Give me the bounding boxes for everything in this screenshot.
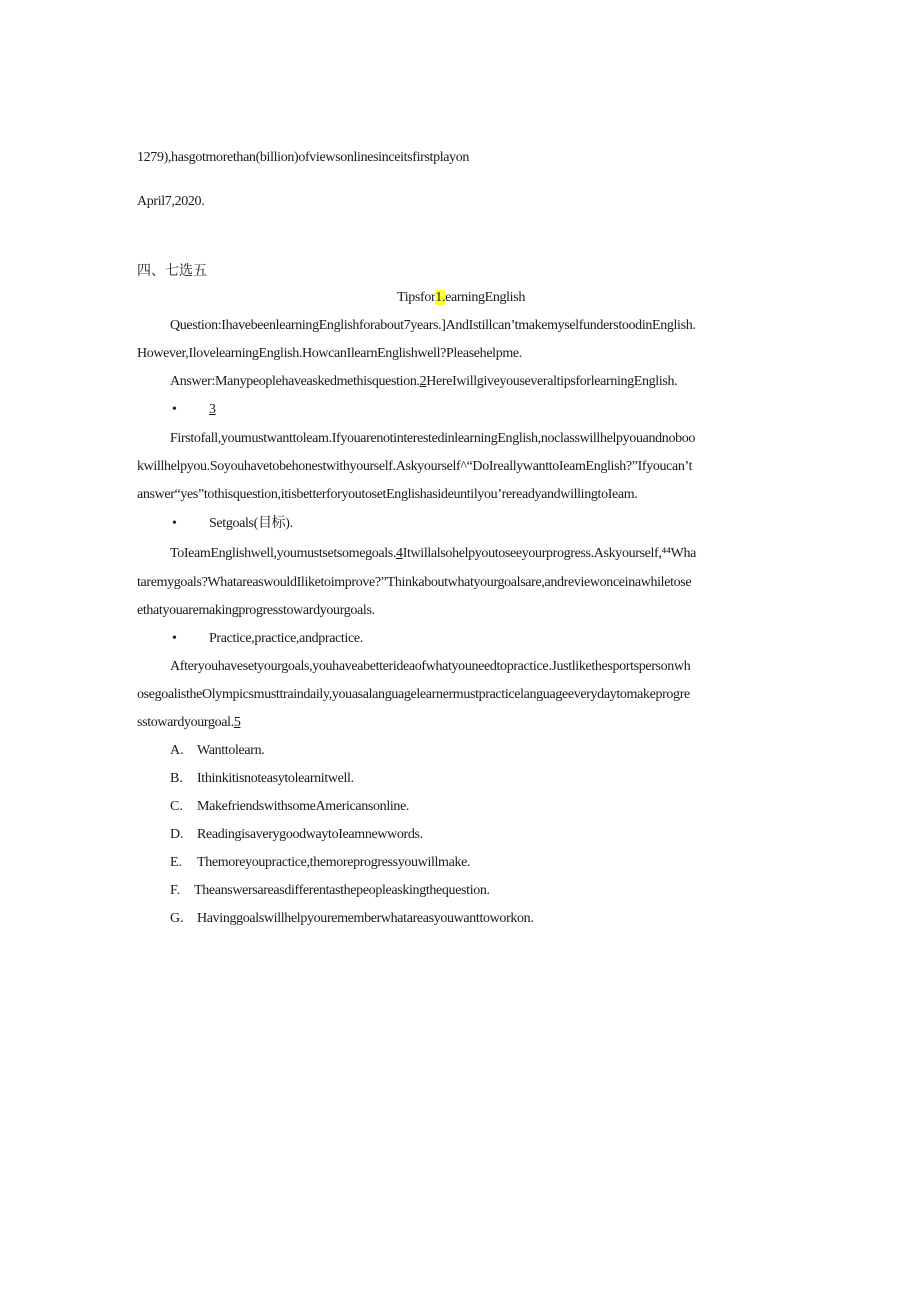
blank-2: 2 [419, 374, 427, 389]
heading-set-goals: Setgoals(目标). [209, 516, 293, 531]
option-text: Havinggoalswillhelpyourememberwhatareasyouwanttoworkon. [197, 911, 534, 926]
bullet-icon: • [172, 516, 177, 531]
bullet-icon: • [172, 402, 177, 417]
bullet-icon: • [172, 631, 177, 646]
option-letter: G. [170, 911, 184, 926]
option-text: Ithinkitisnoteasytolearnitwell. [197, 771, 354, 786]
intro-line-1: 1279),hasgotmorethan(billion)ofviewsonlinesinceitsfirstplayon [137, 150, 470, 165]
p3-text-before: sstowardyourgoal. [137, 715, 234, 730]
option-text: Themoreyoupractice,themoreprogressyouwillmake. [197, 855, 471, 870]
title-text-after: earningEnglish [445, 290, 525, 305]
blank-5: 5 [233, 715, 241, 730]
question-line-2: However,IlovelearningEnglish.HowcanIlearnEnglishwell?Pleasehelpme. [137, 346, 522, 361]
option-text: Wanttolearn. [197, 743, 265, 758]
passage-title [137, 289, 785, 307]
answer-text-after: HereIwillgiveyouseveraltipsforlearningEnglish. [426, 374, 678, 389]
option-text: Theanswersareasdifferentasthepeopleaskingthequestion. [194, 883, 490, 898]
paragraph-2-line-3: ethatyouaremakingprogresstowardyourgoals. [137, 603, 375, 618]
option-letter: A. [170, 743, 184, 758]
paragraph-1-line-1: Firstofall,youmustwanttoleam.IfyouarenotinterestedinlearningEnglish,noclasswillhelpyouandnoboo [170, 431, 696, 446]
option-text: ReadingisaverygoodwaytoIeamnewwords. [197, 827, 423, 842]
paragraph-1-line-3: answer“yes”tothisquestion,itisbetterforyoutosetEnglishasideuntilyou’rereadyandwillingtoIeam. [137, 487, 638, 502]
p2-text-after: Itwillalsohelpyoutoseeyourprogress.Askyourself,⁴⁴Wha [402, 546, 696, 561]
option-text: MakefriendswithsomeAmericansonline. [197, 799, 410, 814]
option-letter: D. [170, 827, 184, 842]
paragraph-2-line-1 [170, 545, 785, 563]
option-letter: E. [170, 855, 183, 870]
paragraph-2-line-2: taremygoals?WhatareaswouldIliketoimprove?”Thinkaboutwhatyourgoalsare,andreviewonceinawhiletose [137, 575, 692, 590]
heading-practice: Practice,practice,andpractice. [209, 631, 363, 646]
answer-text-before: Answer:Manypeoplehaveaskedmethisquestion. [170, 374, 420, 389]
paragraph-1-line-2: kwillhelpyou.Soyouhavetobehonestwithyourself.Askyourself^“DoIreallywanttoIeamEnglish?”Ifyoucan’t [137, 459, 693, 474]
intro-line-2: April7,2020. [137, 194, 205, 209]
paragraph-3-line-1: Afteryouhavesetyourgoals,youhaveabetterideaofwhatyouneedtopractice.Justlikethesportspersonwh [170, 659, 691, 674]
option-letter: C. [170, 799, 183, 814]
option-letter: B. [170, 771, 183, 786]
p2-text-before: ToIeamEnglishwell,youmustsetsomegoals. [170, 546, 397, 561]
blank-4: 4 [396, 546, 403, 561]
paragraph-3-line-2: osegoalistheOlympicsmusttraindaily,youasalanguagelearnermustpracticelanguageeverydaytomakeprogre [137, 687, 690, 702]
paragraph-3-line-3 [137, 714, 241, 732]
option-letter: F. [170, 883, 181, 898]
question-line-1: Question:IhavebeenlearningEnglishforabout7years.]AndIstillcan’tmakemyselfunderstoodinEnglish. [170, 318, 696, 333]
blank-3: 3 [209, 402, 216, 417]
section-heading: 四、七选五 [137, 263, 207, 279]
title-text-before: Tipsfor [397, 290, 436, 305]
answer-line [170, 373, 677, 391]
title-highlight-blank-1: 1. [435, 290, 446, 305]
